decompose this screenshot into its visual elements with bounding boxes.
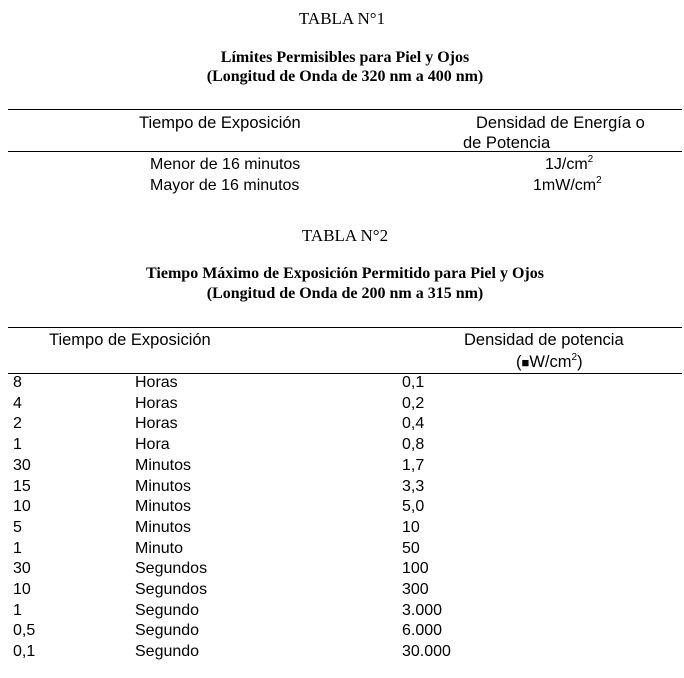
tabla2-row-valor: 30.000 [402, 643, 451, 660]
tabla2-row-valor: 50 [402, 540, 420, 557]
tabla2-row-valor: 0,4 [402, 415, 425, 432]
tabla2-row-unidad: Minutos [135, 478, 192, 495]
tabla2-row-cantidad: 0,5 [13, 622, 36, 639]
tabla2-title-line2: (Longitud de Onda de 200 nm a 315 nm) [206, 285, 484, 302]
tabla1-row2-valor: $1mW/cm^2$ [533, 175, 602, 194]
tabla2-row-unidad: Segundo [135, 622, 200, 639]
tabla2-header-densidad: Densidad de potencia [464, 331, 624, 349]
tabla2-caption: TABLA N°2 [301, 226, 389, 245]
micro-symbol-icon: ■ [521, 355, 530, 370]
tabla2-title-line1: Tiempo Máximo de Exposición Permitido para Piel y Ojos [146, 265, 544, 282]
tabla2-row-valor: 3.000 [402, 602, 443, 619]
tabla2-row-cantidad: 30 [13, 560, 31, 577]
tabla2-header-tiempo: Tiempo de Exposición [49, 331, 211, 349]
tabla2-row-unidad: Segundos [135, 581, 208, 598]
tabla2-row-cantidad: 15 [13, 478, 31, 495]
tabla2-row-valor: 0,1 [402, 374, 425, 391]
tabla2-row-valor: 100 [402, 560, 429, 577]
tabla2-row-cantidad: 30 [13, 457, 31, 474]
tabla2-row-unidad: Horas [135, 374, 178, 391]
tabla2-row-cantidad: 1 [13, 436, 22, 453]
tabla2-row-cantidad: 1 [13, 540, 22, 557]
tabla2-row-cantidad: 4 [13, 395, 22, 412]
tabla2-row-unidad: Segundos [135, 560, 208, 577]
tabla2-row-unidad: Horas [135, 395, 178, 412]
tabla1-row1-tiempo: Menor de 16 minutos [150, 156, 301, 173]
tabla2-row-cantidad: 2 [13, 415, 22, 432]
tabla2-row-valor: 1,7 [402, 457, 425, 474]
tabla2-row-valor: 6.000 [402, 622, 443, 639]
tabla2-row-unidad: Horas [135, 415, 178, 432]
tabla1-title-line2: (Longitud de Onda de 320 nm a 400 nm) [206, 68, 484, 85]
tabla1-row1-valor: $1J/cm^2$ [545, 154, 594, 173]
tabla2-top-rule [8, 327, 682, 328]
tabla1-row1-exponent: 2 [587, 154, 594, 165]
tabla2-row-valor: 0,2 [402, 395, 425, 412]
tabla2-header-rule [8, 373, 682, 374]
tabla2-row-cantidad: 0,1 [13, 643, 36, 660]
tabla2-row-unidad: Hora [135, 436, 170, 453]
tabla2-row-valor: 300 [402, 581, 429, 598]
tabla2-row-cantidad: 8 [13, 374, 22, 391]
tabla1-row2-exponent: 2 [596, 175, 602, 186]
tabla1-header-densidad-line1: Densidad de Energía o [476, 114, 645, 132]
tabla2-row-unidad: Minutos [135, 457, 192, 474]
tabla1-row2-tiempo: Mayor de 16 minutos [150, 177, 300, 194]
tabla2-row-cantidad: 5 [13, 519, 22, 536]
tabla2-row-valor: 5,0 [402, 498, 425, 515]
tabla2-row-valor: 3,3 [402, 478, 425, 495]
tabla1-top-rule [8, 109, 682, 110]
tabla2-header-unidad: $(■W/cm^2)$ [516, 352, 583, 371]
tabla2-row-unidad: Segundo [135, 643, 200, 660]
tabla1-header-densidad-line2: de Potencia [463, 134, 551, 152]
tabla1-header-tiempo: Tiempo de Exposición [139, 114, 301, 132]
tabla2-row-unidad: Minuto [135, 540, 184, 557]
tabla2-row-cantidad: 1 [13, 602, 22, 619]
tabla2-row-unidad: Segundo [135, 602, 200, 619]
tabla2-row-unidad: Minutos [135, 498, 192, 515]
tabla1-title-line1: Límites Permisibles para Piel y Ojos [220, 49, 470, 66]
tabla1-caption: TABLA N°1 [298, 9, 386, 28]
tabla2-row-cantidad: 10 [13, 581, 31, 598]
tabla1-header-rule [8, 151, 682, 152]
tabla2-row-cantidad: 10 [13, 498, 31, 515]
tabla2-row-unidad: Minutos [135, 519, 192, 536]
tabla2-row-valor: 10 [402, 519, 420, 536]
tabla2-row-valor: 0,8 [402, 436, 425, 453]
